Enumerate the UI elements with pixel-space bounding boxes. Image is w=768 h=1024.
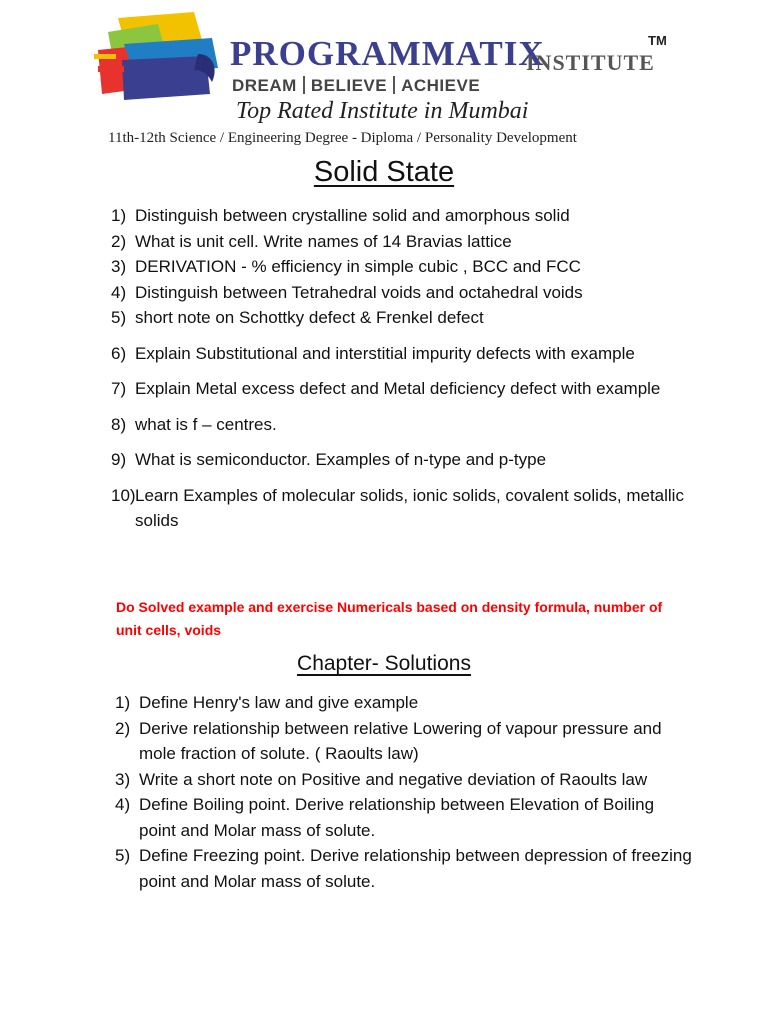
header-banner [94,6,676,150]
item-number: 5) [115,846,131,865]
top-rated-subtitle: Top Rated Institute in Mumbai [236,98,529,124]
brand-name: PROGRAMMATIX [230,34,545,73]
item-number: 4) [111,282,127,302]
list-item [111,229,691,255]
section-title-text: Solid State [313,156,455,188]
list-item [111,203,691,229]
brand-suffix: INSTITUTE [526,50,655,75]
item-text: Explain Metal excess defect and Metal deficiency defect with example [135,379,661,398]
tagline [232,76,480,96]
item-number: 4) [115,795,131,814]
item-number: 10) [111,485,136,505]
numericals-note: Do Solved example and exercise Numericals based on density formula, number of unit cells, voids [116,599,663,638]
list-item [115,716,695,767]
item-number: 5) [111,308,127,327]
item-text: DERIVATION - % efficiency in simple cubic , BCC and FCC [135,257,581,276]
item-number: 8) [111,414,127,434]
list-item [111,412,691,438]
item-text: Define Boiling point. Derive relationship between Elevation of Boiling point and Molar mass of solute. [139,795,655,840]
list-item [111,447,691,473]
list-item [115,690,695,716]
list-item [115,767,695,793]
item-number: 9) [111,450,127,469]
item-text: short note on Schottky defect & Frenkel defect [135,308,484,327]
section-title-solutions [0,652,768,676]
trademark-mark: TM [648,33,667,48]
section-title-text: Chapter- Solutions [297,652,471,675]
item-text: Define Henry's law and give example [139,693,419,712]
courses-line: 11th-12th Science / Engineering Degree - Diploma / Personality Development [108,130,577,146]
list-item [115,792,695,843]
list-item [111,254,691,280]
item-text: What is unit cell. Write names of 14 Bravias lattice [135,231,512,251]
list-item [115,843,695,894]
item-number: 2) [111,231,127,251]
list-item [111,341,691,367]
item-number: 1) [115,693,131,712]
item-number: 1) [111,206,127,225]
item-text: Explain Substitutional and interstitial impurity defects with example [135,343,635,363]
item-number: 3) [111,257,127,276]
solid-state-question-list [111,203,691,534]
item-number: 7) [111,379,127,398]
list-item [111,305,691,331]
item-text: Distinguish between Tetrahedral voids and octahedral voids [135,282,583,302]
tagline-dream: DREAM [232,76,297,95]
tagline-achieve: ACHIEVE [401,76,481,95]
tagline-separator [393,76,395,94]
tagline-separator [303,76,305,94]
item-text: What is semiconductor. Examples of n-type and p-type [135,450,547,469]
item-number: 3) [115,769,131,789]
list-item [111,483,691,534]
item-text: Define Freezing point. Derive relationship between depression of freezing point and Molar mass of solute. [139,846,692,891]
item-number: 2) [115,718,131,738]
item-text: Write a short note on Positive and negative deviation of Raoults law [139,769,648,789]
item-text: Derive relationship between relative Lowering of vapour pressure and mole fraction of solute. ( Raoults law) [139,718,662,763]
section-title-solid-state [0,156,768,189]
item-text: what is f – centres. [135,414,277,434]
item-text: Distinguish between crystalline solid and amorphous solid [135,206,570,225]
solutions-question-list [115,690,695,894]
item-text: Learn Examples of molecular solids, ionic solids, covalent solids, metallic solids [135,485,684,530]
tagline-believe: BELIEVE [310,76,388,95]
item-number: 6) [111,343,127,363]
list-item [111,376,691,402]
book-pages-logo-icon [94,10,222,102]
list-item [111,280,691,306]
